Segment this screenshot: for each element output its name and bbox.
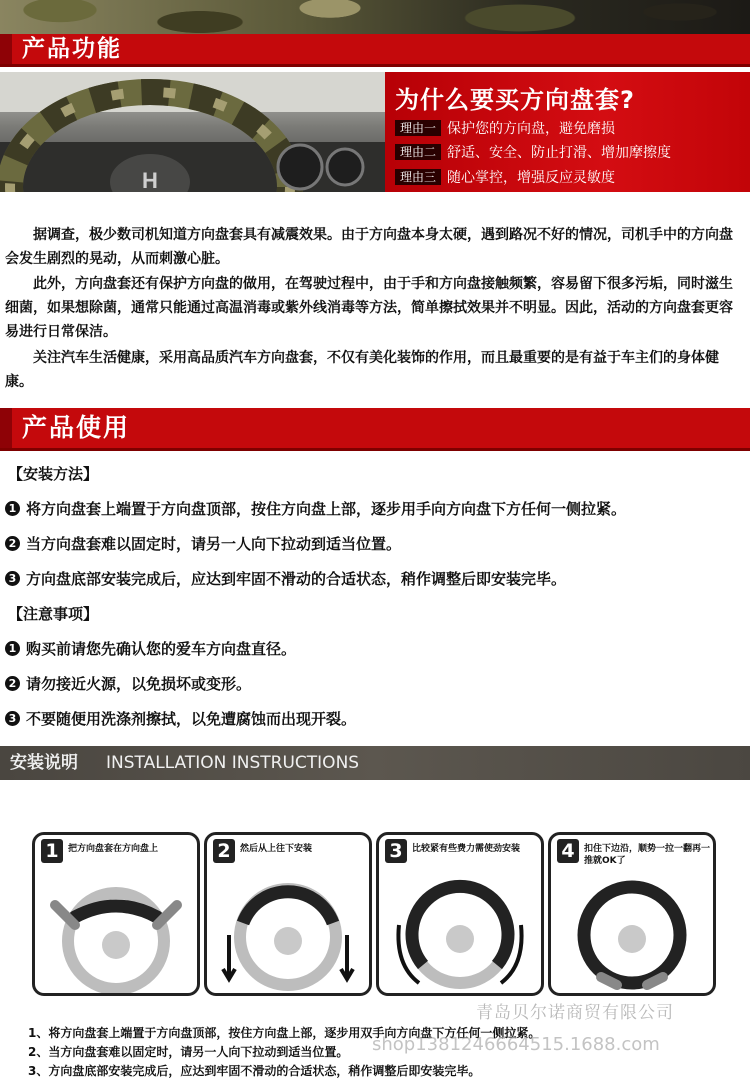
top-camo-banner (0, 0, 750, 34)
section-header-function (0, 34, 750, 67)
reason-tag: 理由三 (395, 169, 441, 185)
install-step-4 (548, 832, 716, 996)
paragraph: 关注汽车生活健康，采用高品质汽车方向盘套，不仅有美化装饰的作用，而且最重要的是有益于车主们的身体健康。 (5, 350, 719, 390)
install-text: 将方向盘套上端置于方向盘顶部，按住方向盘上部，逐步用手向方向盘下方任何一侧拉紧。 (26, 500, 627, 518)
step-number: 1 (41, 839, 63, 863)
reason-item (395, 119, 615, 137)
steering-wheel-illustration (35, 865, 197, 993)
install-item (5, 533, 401, 554)
note-text: 请勿接近火源，以免损坏或变形。 (26, 675, 252, 693)
install-step-1 (32, 832, 200, 996)
section-header-usage (0, 408, 750, 451)
paragraph: 据调查，极少数司机知道方向盘套具有减震效果。由于方向盘本身太硬，遇到路况不好的情况，司机手中的方向盘会发生剧烈的晃动，从而刺激心脏。 (5, 227, 733, 267)
note-text: 不要随便用洗涤剂擦拭，以免遭腐蚀而出现开裂。 (26, 710, 357, 728)
steering-wheel-illustration (379, 865, 541, 993)
steering-wheel-photo (0, 72, 385, 192)
install-step-3 (376, 832, 544, 996)
svg-text:H: H (142, 168, 158, 192)
why-buy-title: 为什么要买方向盘套? (395, 86, 635, 114)
steering-wheel-illustration (551, 865, 713, 993)
install-item (5, 568, 566, 589)
install-step-2 (204, 832, 372, 996)
note-item (5, 638, 296, 659)
watermark-shop-url: shop1381246664515.1688.com (372, 1034, 660, 1055)
installation-title-zh: 安装说明 (10, 753, 78, 773)
bullet-number: 2 (5, 536, 20, 551)
install-heading: 【安装方法】 (8, 465, 99, 483)
install-text: 方向盘底部安装完成后，应达到牢固不滑动的合适状态，稍作调整后即安装完毕。 (26, 570, 567, 588)
instruction-line: 2、当方向盘套难以固定时，请另一人向下拉动到适当位置。 (28, 1045, 349, 1059)
instruction-line: 3、方向盘底部安装完成后，应达到牢固不滑动的合适状态，稍作调整后即安装完毕。 (28, 1064, 481, 1078)
reason-item (395, 143, 671, 161)
watermark-company: 青岛贝尔诺商贸有限公司 (476, 1003, 674, 1023)
installation-title-en: INSTALLATION INSTRUCTIONS (106, 753, 360, 773)
bullet-number: 1 (5, 641, 20, 656)
step-text: 然后从上往下安装 (240, 844, 313, 854)
install-text: 当方向盘套难以固定时，请另一人向下拉动到适当位置。 (26, 535, 402, 553)
note-text: 购买前请您先确认您的爱车方向盘直径。 (26, 640, 297, 658)
steering-wheel-illustration (207, 865, 369, 993)
step-text: 比较紧有些费力需使劲安装 (412, 844, 521, 854)
step-text: 把方向盘套在方向盘上 (68, 844, 159, 854)
bullet-number: 3 (5, 711, 20, 726)
bullet-number: 2 (5, 676, 20, 691)
install-item (5, 498, 626, 519)
note-item (5, 708, 356, 729)
reason-text: 随心掌控，增强反应灵敏度 (447, 170, 616, 186)
reason-tag: 理由一 (395, 120, 441, 136)
section-title: 产品功能 (22, 36, 122, 62)
notes-heading: 【注意事项】 (8, 605, 99, 623)
reason-item (395, 168, 615, 186)
reason-text: 保护您的方向盘，避免磨损 (447, 121, 616, 137)
paragraph: 此外，方向盘套还有保护方向盘的做用，在驾驶过程中，由于手和方向盘接触频繁，容易留下很多污垢，同时滋生细菌，如果想除菌，通常只能通过高温消毒或紫外线消毒等方法，简单擦拭效果并不明显。因此，活动的方向盘套更容易进行日常保洁。 (5, 276, 733, 340)
reason-tag: 理由二 (395, 144, 441, 160)
step-number: 4 (557, 839, 579, 863)
bullet-number: 3 (5, 571, 20, 586)
instruction-line: 1、将方向盘套上端置于方向盘顶部，按住方向盘上部，逐步用双手向方向盘下方任何一侧拉紧。 (28, 1026, 541, 1040)
section-title: 产品使用 (22, 413, 131, 442)
note-item (5, 673, 251, 694)
reason-text: 舒适、安全、防止打滑、增加摩擦度 (447, 145, 672, 161)
bullet-number: 1 (5, 501, 20, 516)
step-text: 扣住下边沿，顺势一拉一翻再一推就OK了 (584, 844, 711, 866)
step-number: 2 (213, 839, 235, 863)
step-number: 3 (385, 839, 407, 863)
